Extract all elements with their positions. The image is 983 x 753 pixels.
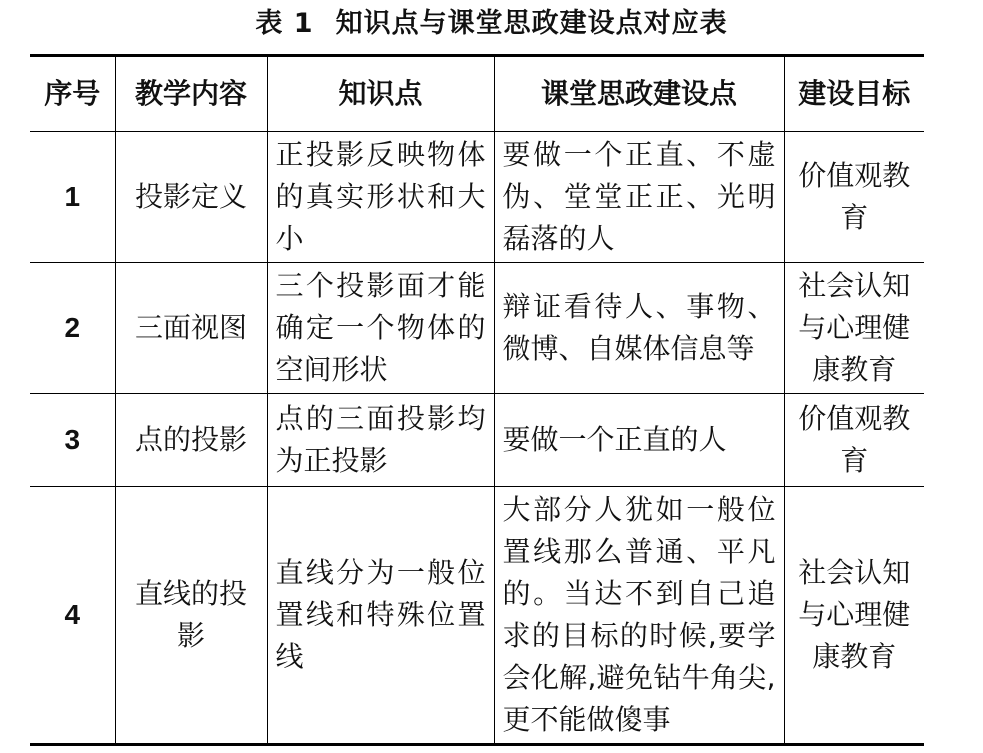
cell-point: 点的三面投影均为正投影	[267, 394, 494, 487]
header-cell-goal: 建设目标	[784, 56, 924, 132]
table-row	[30, 263, 924, 394]
header-row	[30, 56, 924, 132]
cell-no: 3	[30, 394, 115, 487]
table-row	[30, 394, 924, 487]
table-caption	[0, 4, 983, 44]
cell-content: 投影定义	[115, 132, 267, 263]
cell-ideo: 要做一个正直的人	[494, 394, 784, 487]
table-title: 知识点与课堂思政建设点对应表	[335, 8, 728, 39]
cell-content: 点的投影	[115, 394, 267, 487]
header-cell-content: 教学内容	[115, 56, 267, 132]
correspondence-table	[30, 54, 924, 746]
table-number: 表 1	[255, 8, 314, 39]
cell-point: 直线分为一般位置线和特殊位置线	[267, 487, 494, 745]
cell-content: 直线的投影	[115, 487, 267, 745]
cell-ideo: 大部分人犹如一般位置线那么普通、平凡的。当达不到自己追求的目标的时候,要学会化解,避免钻牛角尖,更不能做傻事	[494, 487, 784, 745]
cell-no: 1	[30, 132, 115, 263]
table-row	[30, 487, 924, 745]
cell-goal: 价值观教育	[784, 394, 924, 487]
cell-no: 2	[30, 263, 115, 394]
cell-no: 4	[30, 487, 115, 745]
header-cell-point: 知识点	[267, 56, 494, 132]
header-cell-no: 序号	[30, 56, 115, 132]
cell-point: 正投影反映物体的真实形状和大小	[267, 132, 494, 263]
cell-ideo: 辩证看待人、事物、微博、自媒体信息等	[494, 263, 784, 394]
cell-goal: 社会认知与心理健康教育	[784, 487, 924, 745]
header-cell-ideo: 课堂思政建设点	[494, 56, 784, 132]
cell-ideo: 要做一个正直、不虚伪、堂堂正正、光明磊落的人	[494, 132, 784, 263]
cell-goal: 价值观教育	[784, 132, 924, 263]
cell-goal: 社会认知与心理健康教育	[784, 263, 924, 394]
cell-content: 三面视图	[115, 263, 267, 394]
cell-point: 三个投影面才能确定一个物体的空间形状	[267, 263, 494, 394]
table-row	[30, 132, 924, 263]
